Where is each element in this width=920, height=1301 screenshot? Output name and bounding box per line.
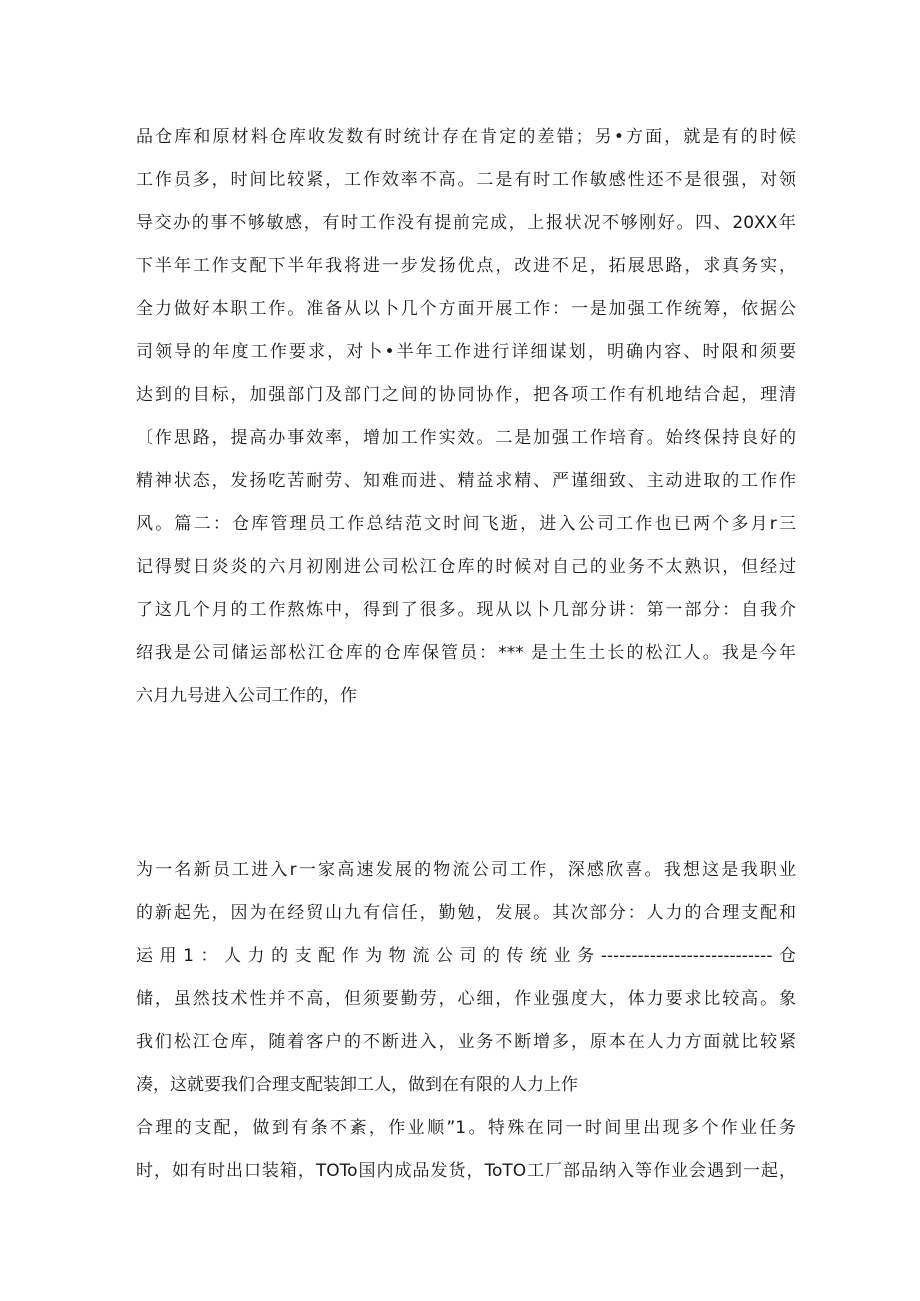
text-line: 达到的目标，加强部门及部门之间的协同协作，把各项工作有机地结合起，理清 — [136, 385, 796, 405]
text-line: 下半年工作支配下半年我将进一步发扬优点，改进不足，拓展思路，求真务实， — [136, 256, 796, 276]
text-line: 品仓库和原材料仓库收发数有时统计存在肯定的差错；另•方面，就是有的时候 — [136, 127, 796, 147]
text-line: 凑，这就要我们合理支配装卸工人，做到在有限的人力上作 — [136, 1075, 578, 1095]
text-line: 为一名新员工进入r一家高速发展的物流公司工作，深感欣喜。我想这是我职业 — [136, 860, 796, 880]
text-line: 精神状态，发扬吃苦耐劳、知难而进、精益求精、严谨细致、主动进取的工作作 — [136, 471, 796, 491]
text-line: 〔作思路，提高办事效率，增加工作实效。二是加强工作培育。始终保持良好的 — [136, 428, 796, 448]
text-line: 合理的支配，做到有条不紊，作业顺”1。特殊在同一时间里出现多个作业任务 — [136, 1118, 796, 1138]
text-line: 导交办的事不够敏感，有时工作没有提前完成，上报状况不够刚好。四、20XX年 — [136, 213, 796, 233]
text-line: 运用1：人力的支配作为物流公司的传统业务----------------------------仓 — [136, 946, 796, 966]
paragraph-2 — [136, 849, 796, 1107]
paragraph-3 — [136, 1107, 796, 1193]
text-line: 储，虽然技术性并不高，但须要勤劳，心细，作业强度大，体力要求比较高。象 — [136, 989, 796, 1009]
text-line: 绍我是公司储运部松江仓库的仓库保管员：*** 是土生土长的松江人。我是今年 — [136, 643, 796, 663]
text-line: 工作员多，时间比较紧，工作效率不高。二是有时工作敏感性还不是很强，对领 — [136, 170, 796, 190]
text-line: 全力做好本职工作。准备从以卜几个方面开展工作：一是加强工作统筹，依据公 — [136, 299, 796, 319]
text-line: 风。篇二：仓库管理员工作总结范文时间飞逝，进入公司工作也已两个多月r三 — [136, 514, 796, 534]
text-line: 六月九号进入公司工作的，作 — [136, 686, 357, 706]
text-line: 的新起先，因为在经贸山九有信任，勤勉，发展。其次部分：人力的合理支配和 — [136, 903, 796, 923]
text-line: 了这几个月的工作熬炼中，得到了很多。现从以卜几部分讲：第一部分：自我介 — [136, 600, 796, 620]
text-line: 我们松江仓库，随着客户的不断进入，业务不断增多，原本在人力方面就比较紧 — [136, 1032, 796, 1052]
text-line: 时，如有时出口装箱，TOTo国内成品发货，ToTO工厂部品纳入等作业会遇到一起， — [136, 1161, 796, 1181]
paragraph-1 — [136, 116, 796, 718]
text-line: 记得熨日炎炎的六月初刚进公司松江仓库的时候对自己的业务不太熟识，但经过 — [136, 557, 796, 577]
text-line: 司领导的年度工作要求，对卜•半年工作进行详细谋划，明确内容、时限和须要 — [136, 342, 796, 362]
